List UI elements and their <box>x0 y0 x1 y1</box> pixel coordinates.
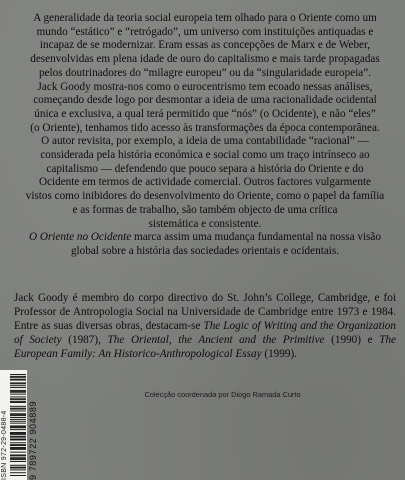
barcode-bar <box>10 427 26 428</box>
synopsis-line: vistos como inibidores do desenvolvimento do Oriente, como o papel da família <box>25 190 385 203</box>
barcode-bar <box>10 377 26 378</box>
barcode-bar <box>10 452 26 453</box>
barcode-bar <box>10 454 26 455</box>
ean-digits: 9 789722 904889 <box>28 400 38 480</box>
barcode-bar <box>10 421 26 422</box>
barcode-bar <box>10 382 26 383</box>
barcode-bar <box>10 458 26 459</box>
synopsis-line: capitalismo — defendendo que pouco separa a história do Oriente e do <box>46 162 364 175</box>
barcode-bar <box>10 472 26 473</box>
barcode-bar <box>10 440 26 441</box>
collection-note: Colecção coordenada por Diogo Ramada Curto <box>144 390 301 399</box>
synopsis-line: considerada pela história económica e social como um traço intrínseco ao <box>40 149 370 162</box>
synopsis-line: sistemática e consistente. <box>148 217 262 230</box>
barcode-bar <box>10 390 26 391</box>
barcode-bar <box>10 432 26 433</box>
barcode-bar <box>10 402 26 403</box>
barcode-bar <box>10 439 26 440</box>
barcode-bar <box>10 459 26 460</box>
book-title-italic: O Oriente no Ocidente <box>29 231 132 244</box>
barcode-bar <box>10 468 26 469</box>
barcode-bar <box>10 455 26 456</box>
bio-text: Jack Goody é membro do corpo directivo do St. John’s College, Cambridge, e foi Professor de Antropologia Social na Universidade de Cambridge entre 1973 e 1984. Entre as suas diversas obras, destacam-se <box>14 292 396 332</box>
synopsis-line: Jack Goody mostra-nos como o eurocentrismo tem ecoado nessas análises, <box>37 80 373 93</box>
synopsis-line: A generalidade da teoria social europeia tem olhado para o Oriente como um <box>33 12 377 24</box>
barcode-bar <box>10 465 26 466</box>
barcode-bar <box>10 426 26 427</box>
synopsis-line: desenvolvidas em plena idade de ouro do capitalismo e mais tarde propagadas <box>30 53 380 66</box>
bio-work-title: The European Family: An Historico-Anthropological Essay <box>14 333 396 360</box>
isbn-label: ISBN 972-29-0488-4 <box>1 410 8 480</box>
barcode-bar <box>10 434 26 435</box>
bio-work-title: The Oriental, the Ancient and the Primitive <box>107 333 325 346</box>
bio-text: (1987), <box>61 333 108 346</box>
barcode-bar <box>10 399 26 400</box>
barcode-bar <box>10 391 26 392</box>
bio-work-title: The Logic of Writing and the Organization of Society <box>14 319 396 346</box>
synopsis-closing-text: marca assim uma mudança fundamental na nossa visão <box>131 231 381 244</box>
barcode-bar <box>10 433 26 434</box>
barcode-bar <box>10 436 26 437</box>
barcode-bar <box>10 401 26 402</box>
barcode-bar <box>10 442 26 443</box>
barcode-bar <box>10 398 26 399</box>
synopsis-line: única e exclusiva, a qual terá permitido que “nós” (o Ocidente), e não “eles” <box>34 107 376 120</box>
barcode-bar <box>10 406 26 407</box>
barcode-bar <box>10 374 26 375</box>
synopsis-line: começando desde logo por desmontar a ideia de uma racionalidade ocidental <box>33 94 377 107</box>
synopsis-closing-line-2: global sobre a história das sociedades orientais e ocidentais. <box>70 244 340 257</box>
barcode-bar <box>10 437 26 438</box>
barcode-bar <box>10 419 26 420</box>
barcode-bar <box>10 447 26 448</box>
synopsis-line: incapaz de se modernizar. Eram essas as concepções de Marx e de Weber, <box>39 39 371 52</box>
barcode-bar <box>10 449 26 450</box>
bio-text: (1990) e <box>324 333 380 346</box>
barcode-bar <box>10 469 26 470</box>
barcode-bar <box>10 475 26 476</box>
barcode-bar <box>10 408 26 409</box>
barcode-bar <box>10 423 26 424</box>
synopsis-line: O autor revisita, por exemplo, a ideia de uma contabilidade “racional” — <box>41 135 369 148</box>
barcode-bar <box>10 387 26 388</box>
barcode-bar <box>10 411 26 412</box>
author-bio <box>14 292 396 362</box>
barcode-bar <box>10 417 26 418</box>
barcode-bar <box>10 444 26 445</box>
barcode-bar <box>10 383 26 384</box>
barcode-bar <box>10 448 26 449</box>
barcode-bar <box>10 425 26 426</box>
synopsis-line: (o Oriente), tenhamos tido acesso às transformações da época contemporânea. <box>30 121 380 134</box>
bio-text: (1999). <box>261 347 297 360</box>
barcode-bar <box>10 376 26 377</box>
synopsis-line: mundo “estático” e “retrógado”, um universo com instituições antiquadas e <box>36 25 374 38</box>
barcode-bar <box>10 392 26 393</box>
barcode-bar <box>10 385 26 386</box>
barcode-bar <box>10 457 26 458</box>
barcode-bar <box>10 467 26 468</box>
barcode-bar <box>10 380 26 381</box>
barcode-bar <box>10 413 26 414</box>
barcode-bar <box>10 461 26 462</box>
synopsis-closing-line-1 <box>14 231 396 245</box>
barcode-bar <box>10 396 26 397</box>
synopsis-line: Ocidente em termos de actividade comercial. Outros factores vulgarmente <box>38 176 372 189</box>
synopsis-text <box>14 12 396 259</box>
barcode-bar <box>10 415 26 416</box>
barcode-bar <box>10 445 26 446</box>
barcode-bar <box>10 429 26 430</box>
barcode-bar <box>10 409 26 410</box>
synopsis-line: e as formas de trabalho, são também objecto de uma crítica <box>72 203 338 216</box>
barcode-bar <box>10 414 26 415</box>
barcode-bar <box>10 394 26 395</box>
synopsis-line: pelos doutrinadores do “milagre europeu” ou da “singularidade europeia”. <box>38 66 372 79</box>
barcode-bar <box>10 379 26 380</box>
